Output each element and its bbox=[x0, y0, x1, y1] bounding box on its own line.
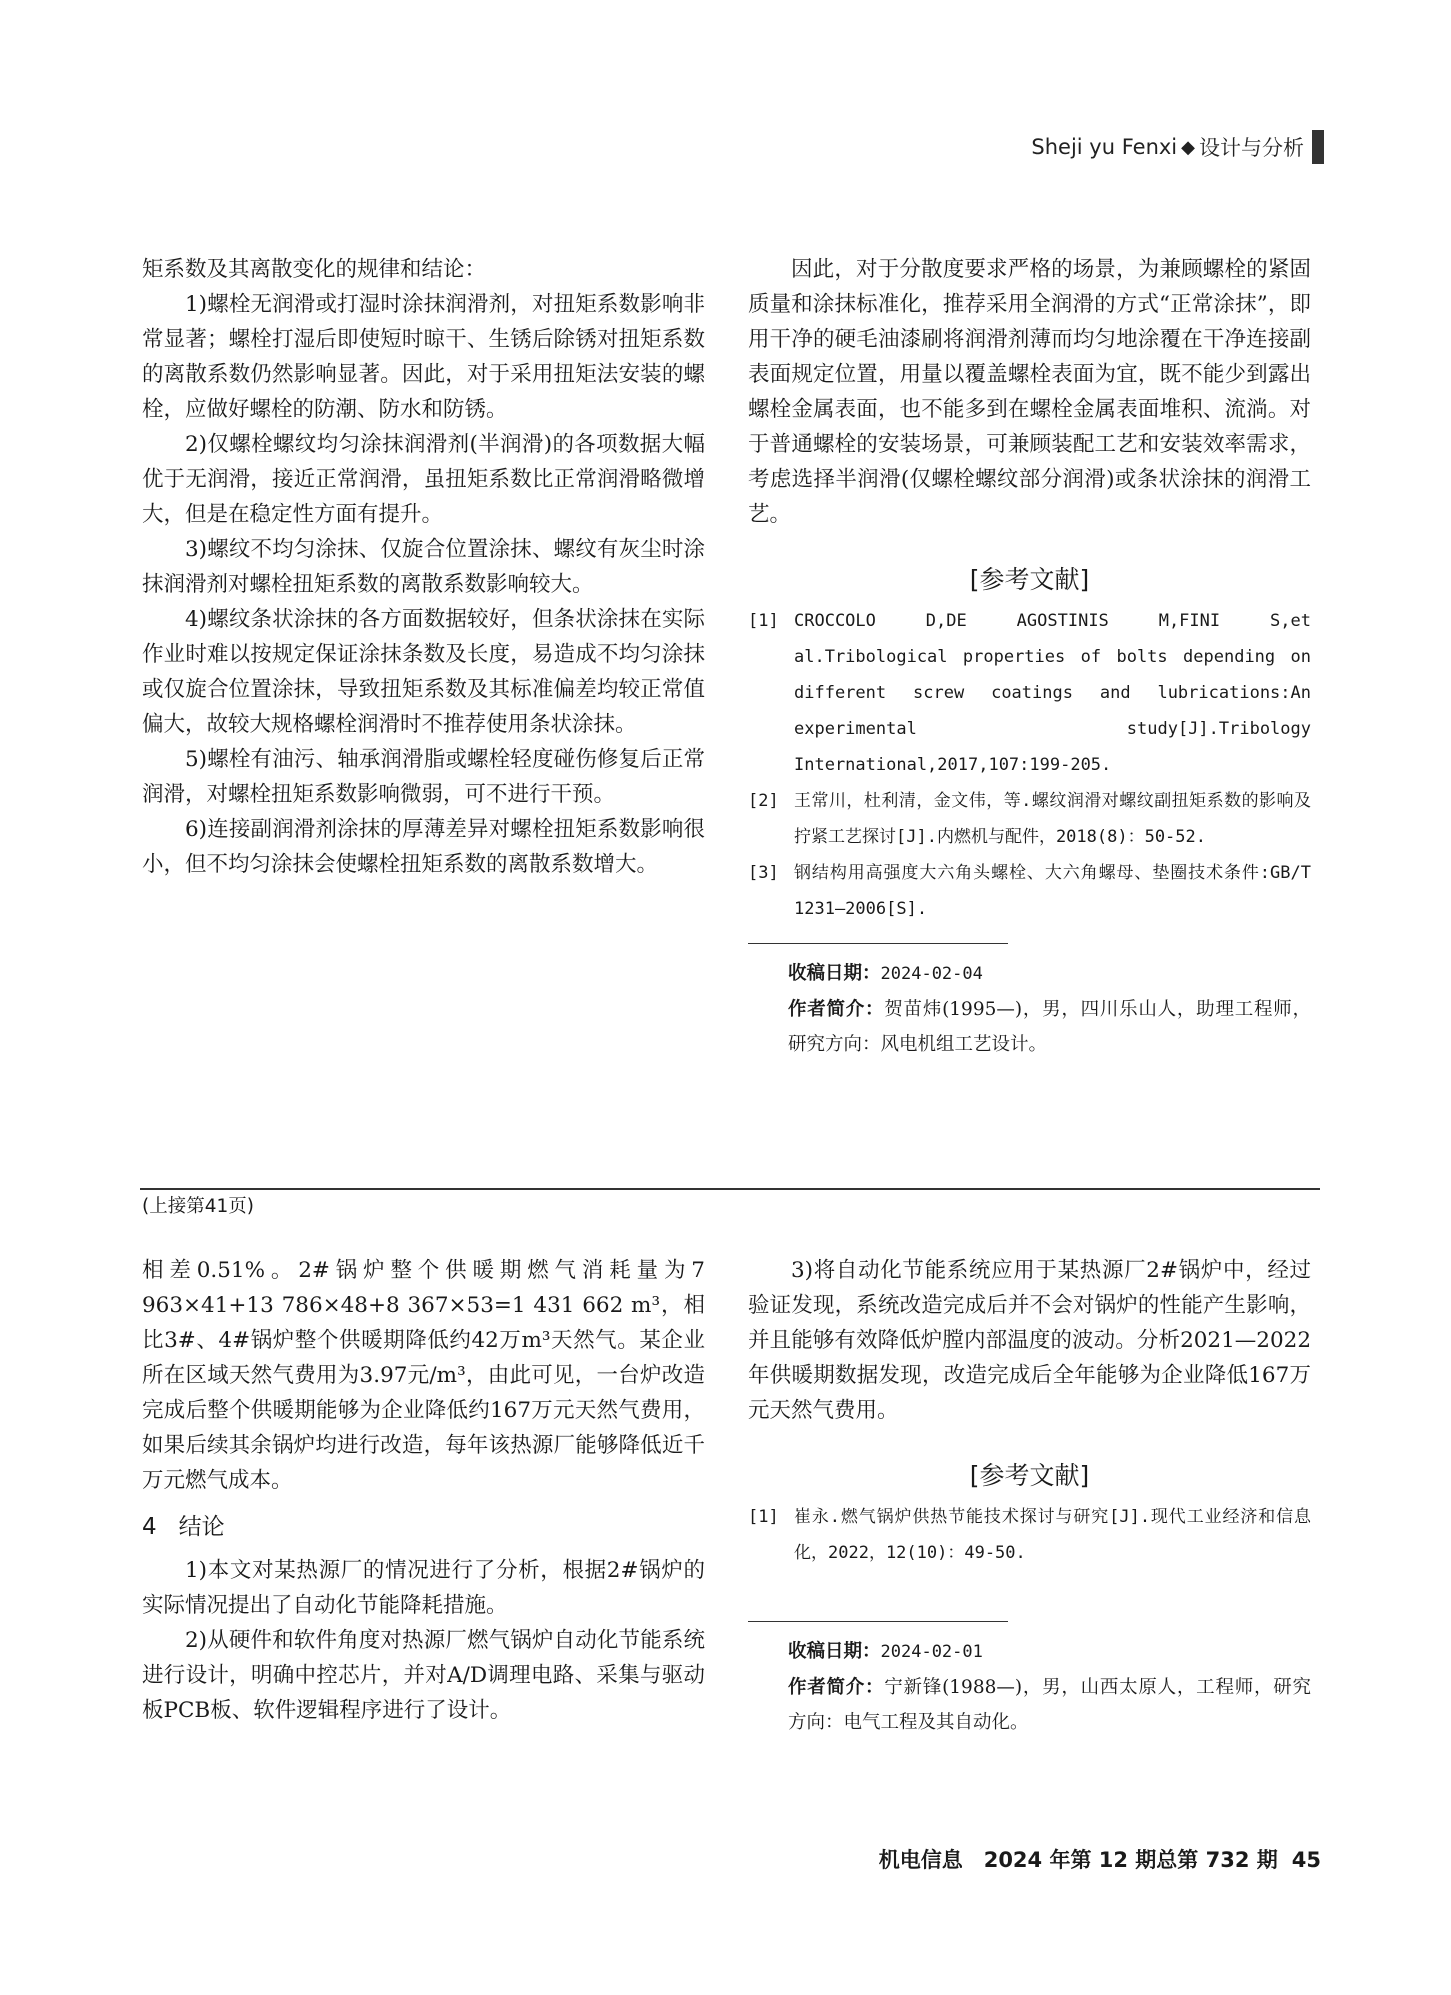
running-header bbox=[1031, 130, 1324, 164]
received-date: 2024-02-01 bbox=[880, 1642, 983, 1662]
conclusion-item-3: 3)螺纹不均匀涂抹、仅旋合位置涂抹、螺纹有灰尘时涂抹润滑剂对螺栓扭矩系数的离散系数影响较大。 bbox=[142, 537, 705, 597]
section-divider bbox=[140, 1188, 1320, 1190]
energy-paragraph: 相差0.51%。2#锅炉整个供暖期燃气消耗量为7 963×41+13 786×48+8 367×53=1 431 662 m³，相比3#、4#锅炉整个供暖期降低约42万m³天然气。某企业所在区域天然气费用为3.97元/m³，由此可见，一台炉改造完成后整个供暖期能够为企业降低约167万元天然气费用，如果后续其余锅炉均进行改造，每年该热源厂能够降低近千万元燃气成本。 bbox=[142, 1258, 705, 1493]
conclusion-item-4: 4)螺纹条状涂抹的各方面数据较好，但条状涂抹在实际作业时难以按规定保证涂抹条数及长度，易造成不均匀涂抹或仅旋合位置涂抹，导致扭矩系数及其标准偏差均较正常值偏大，故较大规格螺栓润滑时不推荐使用条状涂抹。 bbox=[142, 607, 705, 737]
references-title: [参考文献] bbox=[969, 565, 1090, 594]
top-left-column bbox=[142, 252, 705, 882]
references-title: [参考文献] bbox=[969, 1461, 1090, 1490]
page-number: 45 bbox=[1291, 1848, 1321, 1872]
section-title: 结论 bbox=[178, 1514, 225, 1540]
header-section: 设计与分析 bbox=[1199, 136, 1304, 160]
conclusion-item-2: 2)仅螺栓螺纹均匀涂抹润滑剂(半润滑)的各项数据大幅优于无润滑，接近正常润滑，虽扭矩系数比正常润滑略微增大，但是在稳定性方面有提升。 bbox=[142, 432, 705, 527]
reference-item: [1] 崔永.燃气锅炉供热节能技术探讨与研究[J].现代工业经济和信息化，2022，12(10)：49-50. bbox=[748, 1507, 1311, 1563]
author-bio: 贺苗炜(1995—)，男，四川乐山人，助理工程师，研究方向：风电机组工艺设计。 bbox=[788, 999, 1311, 1055]
article-info bbox=[748, 956, 1311, 1062]
intro-text: 矩系数及其离散变化的规律和结论： bbox=[142, 257, 487, 282]
bottom-left-column bbox=[142, 1253, 705, 1728]
author-label: 作者简介： bbox=[788, 1677, 885, 1698]
footnote-rule bbox=[748, 943, 1008, 944]
received-label: 收稿日期： bbox=[788, 1641, 881, 1662]
footnote-rule bbox=[748, 1621, 1008, 1622]
header-pinyin: Sheji yu Fenxi bbox=[1031, 135, 1178, 159]
bottom-right-column bbox=[748, 1253, 1311, 1740]
conclusion-item-1: 1)螺栓无润滑或打湿时涂抹润滑剂，对扭矩系数影响非常显著；螺栓打湿后即使短时晾干、生锈后除锈对扭矩系数的离散系数仍然影响显著。因此，对于采用扭矩法安装的螺栓，应做好螺栓的防潮、防水和防锈。 bbox=[142, 292, 705, 422]
diamond-icon: ◆ bbox=[1181, 136, 1195, 158]
conclusion-item-5: 5)螺栓有油污、轴承润滑脂或螺栓轻度碰伤修复后正常润滑，对螺栓扭矩系数影响微弱，可不进行干预。 bbox=[142, 747, 705, 807]
top-right-column bbox=[748, 252, 1311, 1062]
page-footer bbox=[879, 1844, 1321, 1874]
reference-item: [3] 钢结构用高强度大六角头螺栓、大六角螺母、垫圈技术条件:GB/T 1231—2006[S]. bbox=[748, 863, 1311, 919]
continued-note: (上接第41页) bbox=[142, 1196, 254, 1217]
section-heading bbox=[142, 1510, 705, 1545]
recommendation-paragraph: 因此，对于分散度要求严格的场景，为兼顾螺栓的紧固质量和涂抹标准化，推荐采用全润滑的方式“正常涂抹”，即用干净的硬毛油漆刷将润滑剂薄而均匀地涂覆在干净连接副表面规定位置，用量以覆盖螺栓表面为宜，既不能少到露出螺栓金属表面，也不能多到在螺栓金属表面堆积、流淌。对于普通螺栓的安装场景，可兼顾装配工艺和安装效率需求，考虑选择半润滑(仅螺栓螺纹部分润滑)或条状涂抹的润滑工艺。 bbox=[748, 257, 1311, 527]
received-label: 收稿日期： bbox=[788, 963, 881, 984]
summary-item-1: 1)本文对某热源厂的情况进行了分析，根据2#锅炉的实际情况提出了自动化节能降耗措施。 bbox=[142, 1558, 705, 1618]
summary-item-2: 2)从硬件和软件角度对热源厂燃气锅炉自动化节能系统进行设计，明确中控芯片，并对A/D调理电路、采集与驱动板PCB板、软件逻辑程序进行了设计。 bbox=[142, 1628, 705, 1723]
received-date: 2024-02-04 bbox=[880, 964, 983, 984]
author-label: 作者简介： bbox=[788, 999, 885, 1020]
header-bar bbox=[1312, 130, 1324, 164]
journal-info: 机电信息 2024 年第 12 期总第 732 期 bbox=[878, 1848, 1278, 1872]
section-number: 4 bbox=[142, 1514, 157, 1540]
author-bio: 宁新锋(1988—)，男，山西太原人，工程师，研究方向：电气工程及其自动化。 bbox=[788, 1677, 1311, 1733]
reference-item: [1] CROCCOLO D,DE AGOSTINIS M,FINI S,et al.Tribological properties of bolts depending on different screw coatings and lubrications:An experimental study[J].Tribology International,2017,107:199-205. bbox=[748, 611, 1311, 775]
summary-item-3: 3)将自动化节能系统应用于某热源厂2#锅炉中，经过验证发现，系统改造完成后并不会对锅炉的性能产生影响，并且能够有效降低炉膛内部温度的波动。分析2021—2022年供暖期数据发现，改造完成后全年能够为企业降低167万元天然气费用。 bbox=[748, 1258, 1311, 1423]
conclusion-item-6: 6)连接副润滑剂涂抹的厚薄差异对螺栓扭矩系数影响很小，但不均匀涂抹会使螺栓扭矩系数的离散系数增大。 bbox=[142, 817, 705, 877]
article-info bbox=[748, 1634, 1311, 1740]
reference-item: [2] 王常川，杜利清，金文伟，等.螺纹润滑对螺纹副扭矩系数的影响及拧紧工艺探讨[J].内燃机与配件，2018(8)：50-52. bbox=[748, 791, 1311, 847]
